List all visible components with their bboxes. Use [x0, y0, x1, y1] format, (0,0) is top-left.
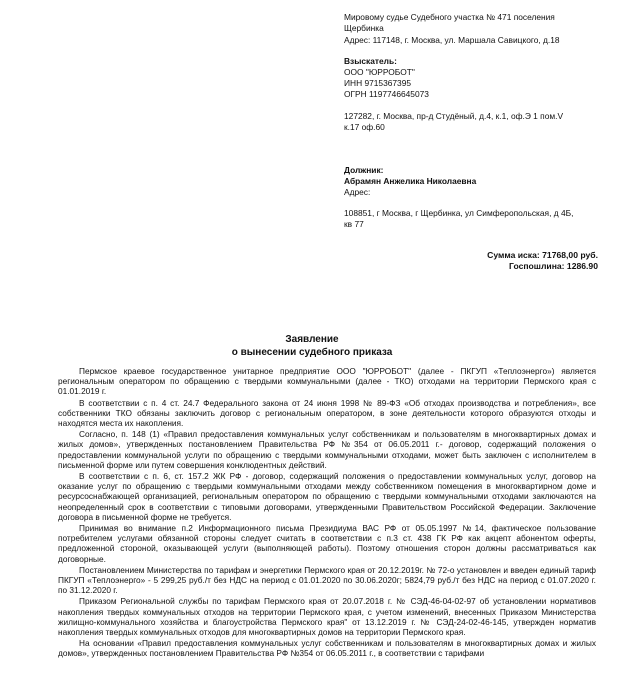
state-fee: Госпошлина: 1286.90	[509, 261, 598, 271]
body-paragraph: Приказом Региональной службы по тарифам Пермского края от 20.07.2018 г. № СЭД-46-04-02-97 об установлении нормативов накопления твердых коммунальных отходов на территории Пермского края, с учетом изменений, внесенных Приказом Министерства жилищно-коммунального хозяйства и благоустройства Пермского края" от 13.12.2019 г. № СЭД-24-02-46-145, утвержден норматив накопления твердых коммунальных отходов для многоквартирных домов на территории Пермского края.	[58, 596, 596, 638]
debtor-address-label: Адрес:	[344, 187, 371, 197]
claimant-name: ООО "ЮРРОБОТ"	[344, 67, 415, 77]
body-paragraph: Принимая во внимание п.2 Информационного письма Президиума ВАС РФ от 05.05.1997 №14, фактическое пользование потребителем услугами обязанной стороны следует считать в соответствии с п.3 ст. 438 ГК РФ как акцепт абонентом оферты, предложенной стороной, оказывающей услуги (выполняющей работы). Поэтому отношения сторон должны рассматриваться как договорные.	[58, 523, 596, 564]
document-body	[58, 366, 596, 660]
body-paragraph: Пермское краевое государственное унитарное предприятие ООО "ЮРРОБОТ" (далее - ПКГУП «Теплоэнерго») является региональным оператором по обращению с твердыми коммунальными (далее - ТКО) отходами на территории Пермского края с 01.01.2019 г.	[58, 366, 596, 397]
document-title: Заявление	[285, 334, 339, 345]
body-paragraph: Согласно, п. 148 (1) «Правил предоставления коммунальных услуг собственникам и пользователям в многоквартирных домах и жилых домов», утвержденных постановлением Правительства РФ №354 от 06.05.2011 г.- договор, содержащий положения о предоставлении коммунальной услуги по обращению с твердыми коммунальными отходами, может быть заключен с исполнителем в письменной форме или путем совершения конклюдентных действий.	[58, 429, 596, 470]
body-paragraph: В соответствии с п. 4 ст. 24.7 Федерального закона от 24 июня 1998 № 89-ФЗ «Об отходах производства и потребления», все собственники ТКО обязаны заключить договор с региональным оператором, в зоне деятельности которого образуются отходы и находятся места их накопления.	[58, 397, 596, 429]
claimant-address: 127282, г. Москва, пр-д Студёный, д.4, к.1, оф.Э 1 пом.V	[344, 111, 564, 121]
body-paragraph: В соответствии с п. 6, ст. 157.2 ЖК РФ - договор, содержащий положения о предоставлении коммунальных услуг, договор на оказание услуг по обращению с твердыми коммунальными отходами между собственником помещения в многоквартирном доме и ресурсоснабжающей организацией, региональным оператором по обращению с твердыми коммунальными отходами заключаются на неопределенный срок в соответствии с типовыми договорами, утвержденными Правительством Российской Федерации. Заключение договора в письменной форме не требуется.	[58, 471, 596, 522]
body-paragraph: Постановлением Министерства по тарифам и энергетики Пермского края от 20.12.2019г. № 72-о установлен и введен единый тариф ПКГУП «Теплоэнерго» - 5 299,25 руб./т без НДС на период с 01.01.2020 по 30.06.2020г; 5824,79 руб./т без НДС на период с 01.07.2020 г. по 31.12.2020 г.	[58, 564, 596, 596]
claimant-label: Взыскатель:	[344, 56, 397, 66]
debtor-address-line2: кв 77	[344, 219, 364, 229]
court-address: Адрес: 117148, г. Москва, ул. Маршала Савицкого, д.18	[344, 35, 560, 45]
debtor-name: Абрамян Анжелика Николаевна	[344, 176, 477, 186]
document-subtitle: о вынесении судебного приказа	[231, 347, 393, 358]
court-addressee: Мировому судье Судебного участка № 471 поселения	[344, 12, 555, 22]
claim-amount: Сумма иска: 71768,00 руб.	[487, 250, 598, 260]
body-paragraph: На основании «Правил предоставления коммунальных услуг собственникам и пользователям в многоквартирных домах и жилых домов», утвержденных постановлением Правительства РФ №354 от 06.05.2011 г., в соответствии с тарифами	[58, 638, 596, 659]
claimant-inn: ИНН 9715367395	[344, 78, 412, 88]
debtor-label: Должник:	[344, 165, 384, 175]
court-addressee-line2: Щербинка	[344, 23, 384, 33]
debtor-address: 108851, г Москва, г Щербинка, ул Симферопольская, д 4Б,	[344, 208, 574, 218]
claimant-ogrn: ОГРН 1197746645073	[344, 89, 429, 99]
claimant-address-line2: к.17 оф.60	[344, 122, 385, 132]
